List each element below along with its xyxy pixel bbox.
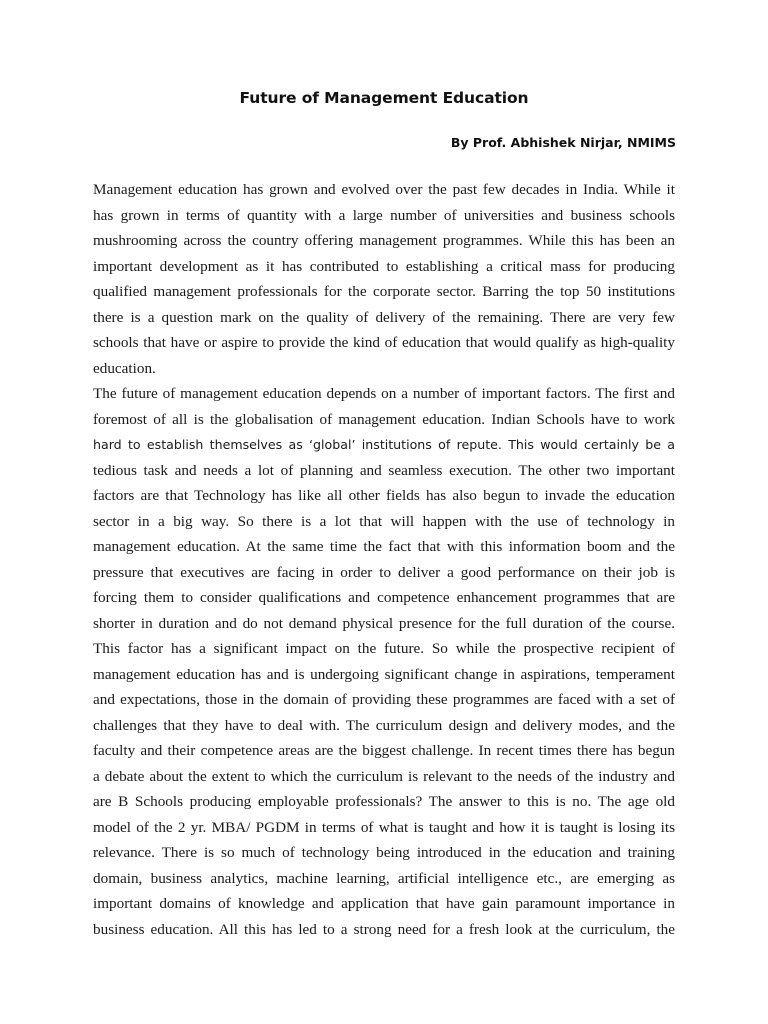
text-line: faculty and their competence areas are the biggest challenge. In recent times there has begun: [93, 742, 675, 759]
text-line: The future of management education depends on a number of important factors. The first and: [93, 385, 675, 402]
text-line: shorter in duration and do not demand physical presence for the full duration of the course.: [93, 614, 675, 632]
text-line: sector in a big way. So there is a lot that will happen with the use of technology in: [93, 512, 675, 530]
text-line: qualified management professionals for the corporate sector. Barring the top 50 institutions: [93, 283, 675, 300]
paragraph: [93, 177, 675, 381]
text-line: education.: [93, 359, 156, 377]
text-line: management education has and is undergoing significant change in aspirations, temperament: [93, 665, 675, 683]
text-line: business education. All this has led to a strong need for a fresh look at the curriculum, the: [93, 920, 675, 938]
document-body: [93, 177, 675, 942]
text-line: factors are that Technology has like all other fields has also begun to invade the education: [93, 487, 675, 504]
text-line: there is a question mark on the quality of delivery of the remaining. There are very few: [93, 308, 675, 326]
document-title: Future of Management Education: [239, 89, 529, 107]
text-line: important development as it has contributed to establishing a critical mass for producing: [93, 257, 675, 275]
text-line: has grown in terms of quantity with a large number of universities and business schools: [93, 206, 675, 224]
text-line: are B Schools producing employable professionals? The answer to this is no. The age old: [93, 793, 675, 810]
text-line: schools that have or aspire to provide the kind of education that would qualify as high-quality: [93, 334, 675, 351]
text-line: relevance. There is so much of technology being introduced in the education and training: [93, 844, 675, 861]
text-line: challenges that they have to deal with. The curriculum design and delivery modes, and the: [93, 716, 675, 734]
text-line: Management education has grown and evolved over the past few decades in India. While it: [93, 181, 675, 198]
text-line: This factor has a significant impact on the future. So while the prospective recipient of: [93, 640, 675, 657]
text-line: foremost of all is the globalisation of management education. Indian Schools have to work: [93, 410, 675, 428]
text-line: hard to establish themselves as ‘global’ institutions of repute. This would certainly be a: [93, 437, 675, 452]
text-line: model of the 2 yr. MBA/ PGDM in terms of what is taught and how it is taught is losing its: [93, 818, 675, 836]
text-line: a debate about the extent to which the curriculum is relevant to the needs of the industry and: [93, 767, 675, 785]
text-line: domain, business analytics, machine learning, artificial intelligence etc., are emerging as: [93, 869, 675, 887]
text-line: tedious task and needs a lot of planning and seamless execution. The other two important: [93, 461, 675, 479]
text-line: management education. At the same time the fact that with this information boom and the: [93, 538, 675, 555]
text-line: pressure that executives are facing in order to deliver a good performance on their job is: [93, 563, 675, 581]
paragraph: [93, 381, 675, 942]
text-line: forcing them to consider qualifications and competence enhancement programmes that are: [93, 589, 675, 606]
text-line: and expectations, those in the domain of providing these programmes are faced with a set of: [93, 691, 675, 708]
author-byline: By Prof. Abhishek Nirjar, NMIMS: [450, 135, 676, 150]
text-line: important domains of knowledge and application that have gain paramount importance in: [93, 895, 675, 912]
text-line: mushrooming across the country offering management programmes. While this has been an: [93, 232, 675, 249]
